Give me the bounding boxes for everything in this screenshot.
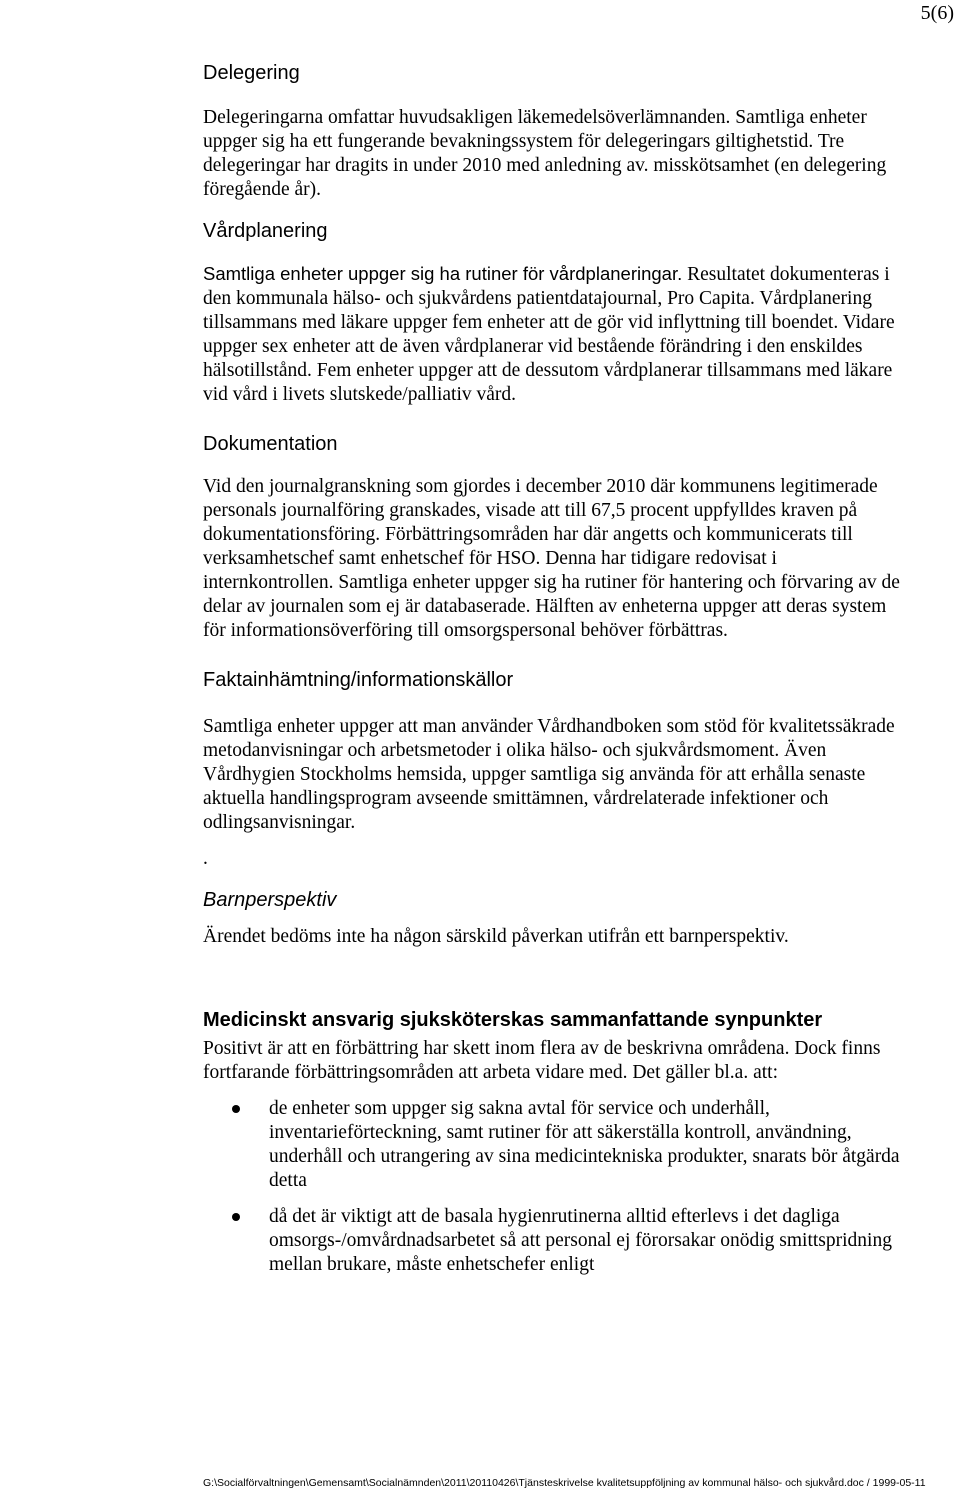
page-number: 5(6): [920, 2, 954, 24]
stray-period: .: [203, 848, 208, 869]
heading-vardplanering: Vårdplanering: [203, 220, 328, 242]
list-item-text: då det är viktigt att de basala hygienrutinerna alltid efterlevs i det dagliga omsorgs-/omvårdnadsarbetet så att personal ej förorsakar onödig smittspridning mellan brukare, måste enhetschefer enligt: [269, 1206, 892, 1275]
list-item: [203, 1097, 903, 1193]
heading-delegering: Delegering: [203, 62, 300, 84]
paragraph-vardplanering: [203, 262, 903, 407]
paragraph-faktainhamtning: Samtliga enheter uppger att man använder Vårdhandboken som stöd för kvalitetssäkrade metodanvisningar och arbetsmetoder i olika hälso- och sjukvårdsmoment. Även Vårdhygien Stockholms hemsida, uppger samtliga sig använda för att erhålla senaste aktuella handlingsprogram avseende smittämnen, vårdrelaterade infektioner och odlingsanvisningar.: [203, 716, 895, 833]
paragraph-mas: Positivt är att en förbättring har skett inom flera av de beskrivna områdena. Dock finns fortfarande förbättringsområden att arbeta vidare med. Det gäller bl.a. att:: [203, 1038, 881, 1083]
mas-bullet-list: [203, 1097, 903, 1277]
bullet-icon: [232, 1213, 240, 1221]
list-item-text: de enheter som uppger sig sakna avtal för service och underhåll, inventarieförteckning, samt rutiner för att säkerställa kontroll, användning, underhåll och utrangering av sina medicintekniska produkter, snarats bör åtgärda detta: [269, 1098, 900, 1191]
paragraph-dokumentation: Vid den journalgranskning som gjordes i december 2010 där kommunens legitimerade personals journalföring granskades, visade att till 67,5 procent uppfylldes kraven på dokumentationsföring. Förbättringsområden har där angetts och kommunicerats till verksamhetschef samt enhetschef för HSO. Denna har tidigare redovisat i internkontrollen. Samtliga enheter uppger sig ha rutiner för hantering och förvaring av de delar av journalen som ej är databaserade. Hälften av enheterna uppger att deras system för informationsöverföring till omsorgspersonal behöver förbättras.: [203, 476, 900, 641]
heading-faktainhamtning: Faktainhämtning/informationskällor: [203, 669, 514, 691]
paragraph-delegering: Delegeringarna omfattar huvudsakligen läkemedelsöverlämnanden. Samtliga enheter uppger sig ha ett fungerande bevakningssystem för delegeringars giltighetstid. Tre delegeringar har dragits in under 2010 med anledning av. misskötsamhet (en delegering föregående år).: [203, 107, 887, 200]
heading-barnperspektiv: Barnperspektiv: [203, 889, 337, 911]
list-item: [203, 1205, 903, 1277]
heading-mas: Medicinskt ansvarig sjuksköterskas sammanfattande synpunkter: [203, 1009, 823, 1031]
vardplanering-intro: Samtliga enheter uppger sig ha rutiner för vårdplaneringar.: [203, 263, 683, 284]
footer-file-path: G:\Socialförvaltningen\Gemensamt\Socialnämnden\2011\20110426\Tjänsteskrivelse kvalitetsuppföljning av kommunal hälso- och sjukvård.doc / 1999-05-11: [203, 1477, 926, 1489]
paragraph-barnperspektiv: Ärendet bedöms inte ha någon särskild påverkan utifrån ett barnperspektiv.: [203, 926, 789, 947]
bullet-icon: [232, 1105, 240, 1113]
heading-dokumentation: Dokumentation: [203, 433, 338, 455]
vardplanering-body: Resultatet dokumenteras i den kommunala hälso- och sjukvårdens patientdatajournal, Pro Capita. Vårdplanering tillsammans med läkare uppger fem enheter att de gör vid inflyttning till boendet. Vidare uppger sex enheter att de även vårdplanerar vid bestående förändring i den enskildes hälsotillstånd. Fem enheter uppger att de dessutom vårdplanerar tillsammans med läkare vid vård i livets slutskede/palliativ vård.: [203, 264, 895, 405]
document-body: [203, 58, 903, 1277]
